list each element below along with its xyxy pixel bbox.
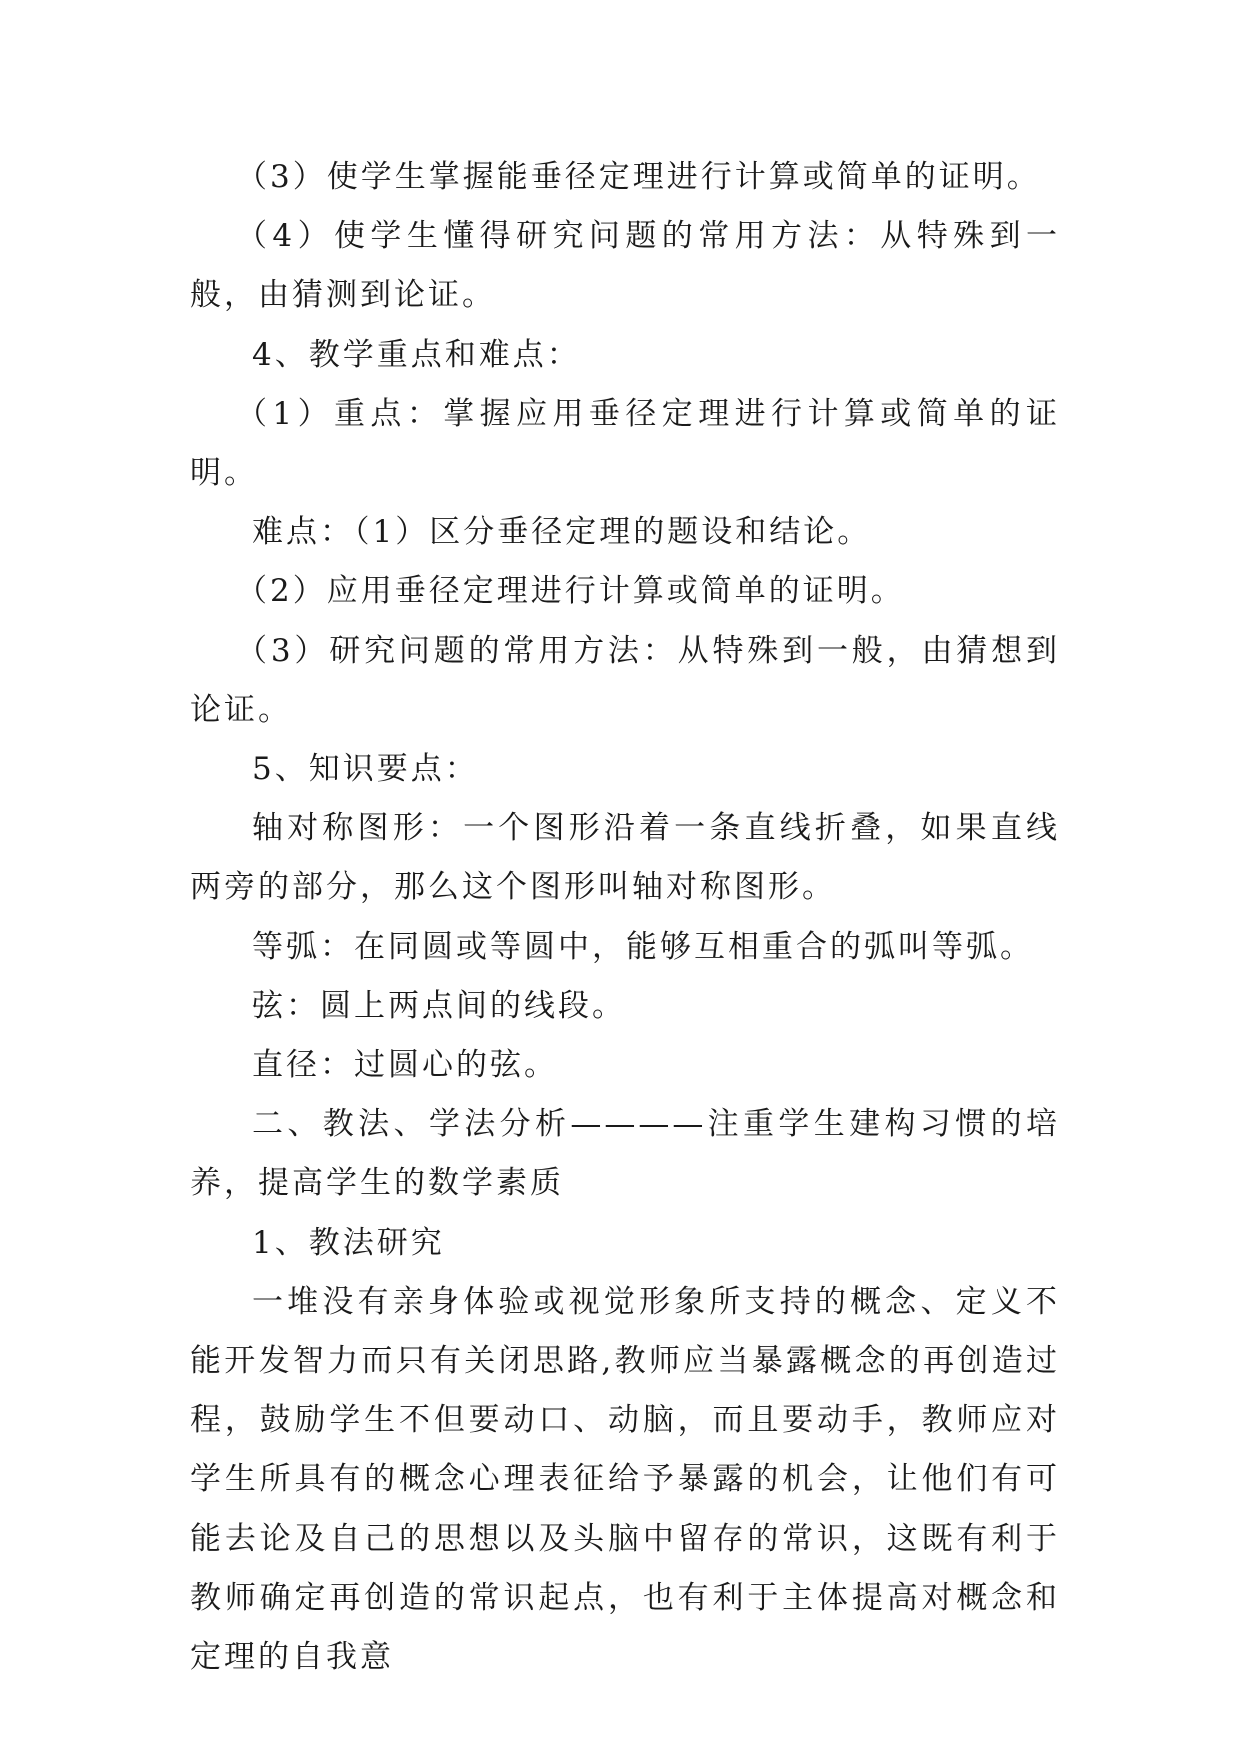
heading-knowledge-points: 5、知识要点： (252, 751, 479, 788)
paragraph-objective-3: （3）使学生掌握能垂径定理进行计算或简单的证明。 (236, 159, 1041, 195)
document-body (190, 148, 1060, 1687)
heading-teaching-method: 1、教法研究 (252, 1224, 445, 1261)
paragraph-difficulty-1: 难点：（1）区分垂径定理的题设和结论。 (252, 514, 872, 551)
definition-equal-arcs: 等弧：在同圆或等圆中，能够互相重合的弧叫等弧。 (252, 928, 1034, 965)
paragraph-key-point: （1）重点：掌握应用垂径定理进行计算或简单的证明。 (190, 395, 1060, 492)
heading-method-analysis: 二、教法、学法分析————注重学生建构习惯的培养，提高学生的数学素质 (190, 1106, 1060, 1202)
definition-diameter: 直径：过圆心的弦。 (252, 1047, 558, 1084)
paragraph-difficulty-3: （3）研究问题的常用方法：从特殊到一般，由猜想到论证。 (190, 632, 1060, 728)
paragraph-teaching-method-body: 一堆没有亲身体验或视觉形象所支持的概念、定义不能开发智力而只有关闭思路,教师应当暴露概念的再创造过程，鼓励学生不但要动口、动脑，而且要动手，教师应对学生所具有的概念心理表征给予暴露的机会，让他们有可能去论及自己的思想以及头脑中留存的常识，这既有利于教师确定再创造的常识起点，也有利于主体提高对概念和定理的自我意 (190, 1283, 1060, 1676)
definition-chord: 弦：圆上两点间的线段。 (252, 987, 626, 1024)
paragraph-objective-4: （4）使学生懂得研究问题的常用方法：从特殊到一般，由猜测到论证。 (190, 218, 1060, 314)
heading-key-points: 4、教学重点和难点： (252, 336, 581, 373)
paragraph-difficulty-2: （2）应用垂径定理进行计算或简单的证明。 (236, 573, 905, 610)
definition-axial-symmetry: 轴对称图形：一个图形沿着一条直线折叠，如果直线两旁的部分，那么这个图形叫轴对称图形。 (190, 810, 1060, 906)
